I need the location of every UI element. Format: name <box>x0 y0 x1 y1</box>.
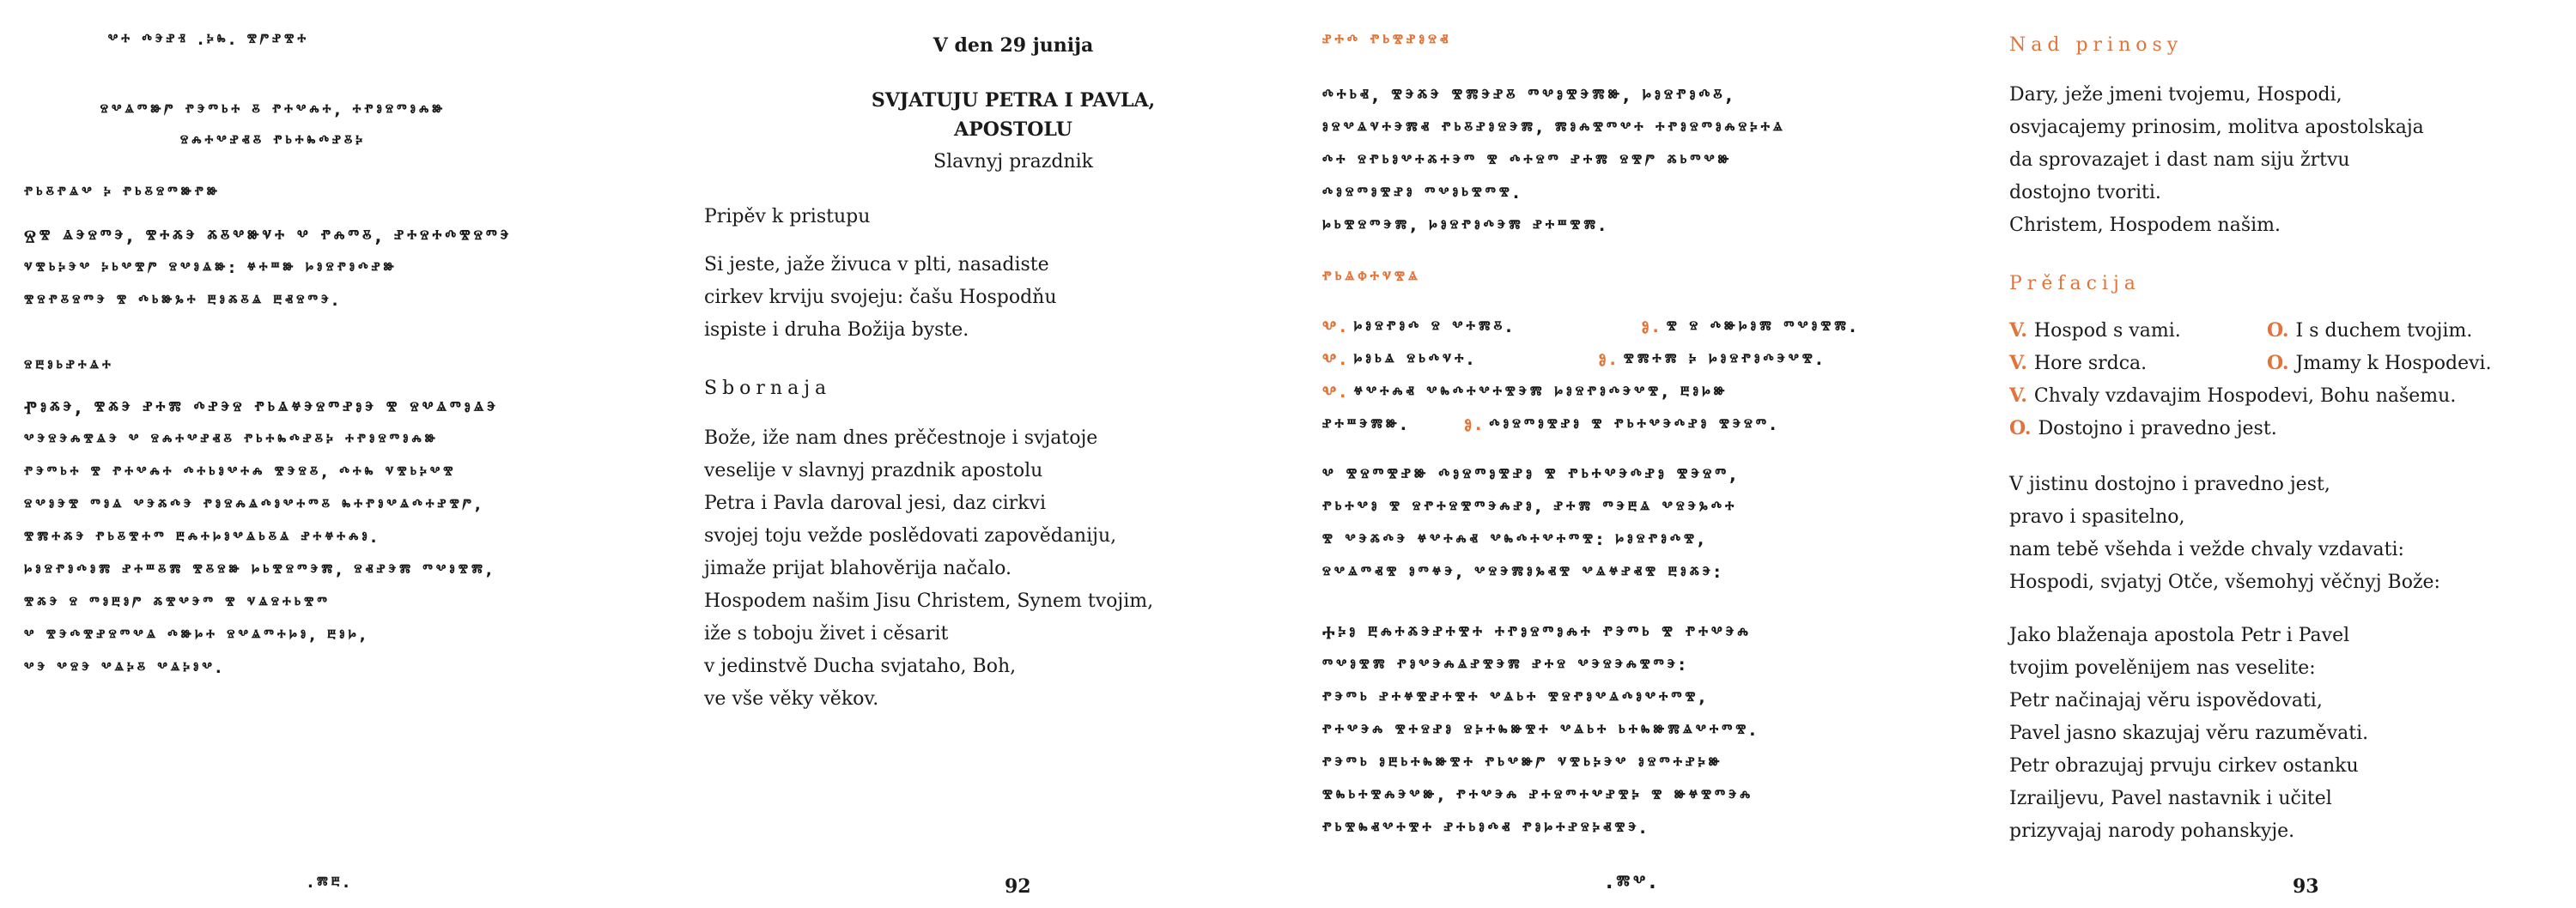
text-line: ⱅⰲⱁⰺⰿ ⱂⱁⰲⰵⰾⱑⱀⰺⰵⰿ ⱀⰰⱄ ⰲⰵⱄⰵⰾⰺⱅⰵ: <box>1322 656 1689 675</box>
versicle-text: Hospod s vami. <box>2033 320 2181 342</box>
text-line: osvjacajemy prinosim, molitva apostolskaja <box>2009 117 2424 138</box>
text-line: v jedinstvě Ducha svjataho, Boh, <box>704 656 1017 677</box>
dialogue-row <box>2009 352 2147 374</box>
text-line: iže s toboju živet i cěsarit <box>704 623 949 645</box>
response-text: ⰺⰿⰰⰿ ⰽ ⱈⱁⱄⱂⱁⰴⰵⰲⰺ. <box>1623 350 1826 369</box>
versicle-mark: Ⰲ. <box>1322 350 1350 369</box>
section-label-offertory: Nad prinosy <box>2009 34 2184 56</box>
text-line: ⰺⱄⱂⰻⱄⱅⰵ ⰺ ⰴⱃⱆⰳⰰ ⰱⱁⰶⰻⱑ ⰱⱏⱄⱅⰵ. <box>24 292 342 310</box>
text-line: Ⱄⰺ ⱑⰵⱄⱅⰵ, ⰺⰰⰶⰵ ⰶⰻⰲⱆⱌⰰ ⰲ ⱂⰾⱅⰻ, ⱀⰰⱄⰰⰴⰺⱄⱅⰵ <box>24 226 513 246</box>
text-line: nam tebě všehda i vežde chvaly vzdavati: <box>2009 539 2404 560</box>
text-line: ⱌⰺⱃⰽⰵⰲ ⰽⱃⰲⰺⱓ ⱄⰲⱁⱑⱆ: ⱍⰰⱎⱆ ⱈⱁⱄⱂⱁⰴⱀⱆ <box>24 259 398 277</box>
text-line: Petr obrazujaj prvuju cirkev ostanku <box>2009 755 2359 777</box>
text-line: ⱂⰵⱅⱃ ⱁⰱⱃⰰⰸⱆⰺⰰ ⱂⱃⰲⱆⱓ ⱌⰺⱃⰽⰵⰲ ⱁⱄⱅⰰⱀⰽⱆ <box>1322 754 1723 772</box>
feast-heading: ⱄⰲⱑⱅⱆⱓ ⱂⰵⱅⱃⰰ ⰻ ⱂⰰⰲⰾⰰ, ⰰⱂⱁⱄⱅⱁⰾⱆ <box>100 101 447 119</box>
page-number: 92 <box>1005 875 1031 898</box>
text-line: da sprovazajet i dast nam siju žrtvu <box>2009 149 2350 171</box>
feast-subheading: ⱄⰾⰰⰲⱀⱏⰻ ⱂⱃⰰⰸⰴⱀⰻⰽ <box>179 132 367 150</box>
versicle-mark: V. <box>2009 352 2027 374</box>
versicle-mark: V. <box>2009 319 2027 342</box>
text-line: V jistinu dostojno i pravedno jest, <box>2009 474 2330 495</box>
text-line: ⰺ ⰲⰵⰶⰴⰵ ⱍⰲⰰⰾⱏ ⰲⰸⰴⰰⰲⰰⱅⰺ: ⱈⱁⱄⱂⱁⰴⰺ, <box>1322 530 1708 549</box>
page-glagolitic-right <box>1322 0 1915 908</box>
text-line: Ⰰⰽⱁ ⰱⰾⰰⰶⰵⱀⰰⰺⰰ ⰰⱂⱁⱄⱅⱁⰾⰰ ⱂⰵⱅⱃ ⰺ ⱂⰰⰲⰵⰾ <box>1322 622 1752 643</box>
page-number: .ⰿⰱ. <box>307 874 353 892</box>
text-line: cirkev krviju svojeju: čašu Hospodňu <box>704 287 1057 308</box>
communion-text <box>24 220 512 318</box>
response-text: Dostojno i pravedno jest. <box>2038 418 2277 439</box>
versicle-mark: Ⰲ. <box>1322 318 1350 336</box>
text-line: Izrailjevu, Pavel nastavnik i učitel <box>2009 788 2332 809</box>
collect-text <box>704 422 1153 716</box>
section-label-collect: Sbornaja <box>704 378 832 399</box>
dialogue-row <box>2267 319 2472 342</box>
text-line: ⰲ ⰺⰵⰴⰺⱀⱄⱅⰲⱑ ⰴⱆⱈⰰ ⱄⰲⱑⱅⰰⱈⱁ, ⰱⱁⱈ, <box>24 627 369 645</box>
dialogue-row <box>1322 343 1826 376</box>
page-latin-left <box>704 0 1322 908</box>
text-line: ⰺⰶⰵ ⱄ ⱅⱁⰱⱁⱓ ⰶⰺⰲⰵⱅ ⰺ ⱌⱑⱄⰰⱃⰺⱅ <box>24 594 331 612</box>
text-line: ⰲⰵ ⰲⱄⰵ ⰲⱑⰽⰻ ⰲⱑⰽⱁⰲ. <box>24 659 225 677</box>
dialogue-row <box>1322 311 1859 343</box>
text-line: Petr načinajaj věru ispovědovati, <box>2009 690 2323 711</box>
text-line: Hospodem našim Jisu Christem, Synem tvojim, <box>704 590 1154 612</box>
text-line: ⰲ ⰺⱄⱅⰺⱀⱆ ⰴⱁⱄⱅⱁⰺⱀⱁ ⰺ ⱂⱃⰰⰲⰵⰴⱀⱁ ⰺⰵⱄⱅ, <box>1322 464 1740 485</box>
preface-body <box>1322 616 1759 844</box>
offertory-text <box>2009 79 2424 242</box>
page-glagolitic-left <box>24 0 617 908</box>
section-label-collect: ⱄⰱⱁⱃⱀⰰⱑⰰ <box>24 357 114 375</box>
response-text: ⰺ ⱄ ⰴⱆⱈⱁⰿ ⱅⰲⱁⰺⰿ. <box>1666 318 1860 336</box>
text-line: ⱂⰰⰲⰵⰾ ⰺⰰⱄⱀⱁ ⱄⰽⰰⰸⱆⰺⰰ ⰲⱑⱃⰰ ⱃⰰⰸⱆⰿⱑⰲⰰⱅⰺ. <box>1322 721 1759 740</box>
page-number: .ⰿⰲ. <box>1606 872 1660 893</box>
versicle-text: ⱍⰲⰰⰾⱏ ⰲⰸⰴⰰⰲⰰⰺⰵⰿ ⱈⱁⱄⱂⱁⰴⰵⰲⰺ, ⰱⱁⱈⱆ <box>1353 383 1728 402</box>
text-line: ⰺⰿⰰⰶⰵ ⱂⱃⰻⰺⰰⱅ ⰱⰾⰰⱈⱁⰲⱑⱃⰻⱑ ⱀⰰⱍⰰⰾⱁ. <box>24 529 380 547</box>
text-line: prizyvajaj narody pohanskyje. <box>2009 820 2295 842</box>
response-mark: Ⱁ. <box>1641 318 1662 336</box>
feast-rank: Slavnyj prazdnik <box>933 151 1093 173</box>
preface-body <box>2009 620 2368 848</box>
dialogue-row <box>1322 409 1779 441</box>
text-line: ⱂⱃⰺⰸⱏⰲⰰⰺⰰ ⱀⰰⱃⱁⰴⱏ ⱂⱁⱈⰰⱀⱄⰽⱏⰺⰵ. <box>1322 819 1649 838</box>
page-title: V den 29 junija <box>933 34 1094 57</box>
response-text: Jmamy k Hospodevi. <box>2295 353 2492 374</box>
response-mark: Ⱁ. <box>1598 350 1619 369</box>
versicle-text: Chvaly vzdavajim Hospodevi, Bohu našemu. <box>2033 385 2457 407</box>
text-line: ⱁⱄⰲⱑⱌⰰⰵⰿⱏ ⱂⱃⰻⱀⱁⱄⰵⰿ, ⰿⱁⰾⰺⱅⰲⰰ ⰰⱂⱁⱄⱅⱁⰾⱄⰽⰰⱑ <box>1322 118 1786 137</box>
preface-intro <box>1322 458 1740 589</box>
text-line: dostojno tvoriti. <box>2009 182 2161 203</box>
text-line: ispiste i druha Božija byste. <box>704 319 969 341</box>
feast-heading: SVJATUJU PETRA I PAVLA, <box>871 89 1156 112</box>
text-line: Bože, iže nam dnes prěčestnoje i svjatoje <box>704 427 1098 449</box>
text-line: svojej toju vežde poslědovati zapovědaniju, <box>704 525 1117 547</box>
text-line: ⱂⰵⱅⱃⰰ ⰺ ⱂⰰⰲⰾⰰ ⰴⰰⱃⱁⰲⰰⰾ ⰺⰵⱄⰻ, ⰴⰰⰸ ⱌⰺⱃⰽⰲⰺ <box>24 463 457 481</box>
dialogue-row <box>2267 352 2492 374</box>
versicle-mark: Ⰲ. <box>1322 383 1350 402</box>
dialogue-row <box>2009 384 2456 407</box>
text-line: ⰴⱁⱄⱅⱁⰺⱀⱁ ⱅⰲⱁⱃⰺⱅⰺ. <box>1322 184 1523 203</box>
versicle-text: ⱀⰰⱎⰵⰿⱆ. <box>1322 415 1410 434</box>
text-line: ⱄⰲⱑⱅⱏⰺ ⱁⱅⱍⰵ, ⰲⱄⰵⰿⱁⰳⱏⰺ ⰲⱑⱍⱀⱏⰺ ⰱⱁⰶⰵ: <box>1322 563 1724 582</box>
text-line: ⱄⰲⱁⰵⰺ ⱅⱁⱑ ⰲⰵⰶⰴⰵ ⱂⱁⱄⰾⱑⰴⱁⰲⰰⱅⰻ ⰸⰰⱂⱁⰲⱑⰴⰰⱀⰺⱓ, <box>24 496 484 514</box>
text-line: ⰺⰸⱃⰰⰺⰾⰵⰲⱆ, ⱂⰰⰲⰵⰾ ⱀⰰⱄⱅⰰⰲⱀⰺⰽ ⰺ ⱆⱍⰺⱅⰵⰾ <box>1322 786 1754 805</box>
text-line: Dary, ježe jmeni tvojemu, Hospodi, <box>2009 84 2342 106</box>
text-line: tvojim povelěnijem nas veselite: <box>2009 657 2316 679</box>
text-line: Ⱂⱁⰶⰵ, ⰺⰶⰵ ⱀⰰⰿ ⰴⱀⰵⱄ ⱂⱃⱑⱍⰵⱄⱅⱀⱁⰵ ⰺ ⱄⰲⱑⱅⱁⱑⰵ <box>24 397 499 418</box>
text-line: Pavel jasno skazujaj věru razuměvati. <box>2009 723 2369 744</box>
text-line: ve vše věky věkov. <box>704 688 879 710</box>
text-line: ⰴⰰⱃⱏ, ⰺⰵⰶⰵ ⰺⰿⰵⱀⰻ ⱅⰲⱁⰺⰵⰿⱆ, ⱈⱁⱄⱂⱁⰴⰻ, <box>1322 85 1736 106</box>
page-latin-right <box>2009 0 2567 908</box>
offertory-text <box>1322 79 1786 242</box>
text-line: pravo i spasitelno, <box>2009 506 2185 528</box>
section-label-preface: Prěfacija <box>2009 273 2141 294</box>
versicle-text: Hore srdca. <box>2033 353 2148 374</box>
text-line: Christem, Hospodem našim. <box>2009 215 2281 236</box>
text-line: Jako blaženaja apostola Petr i Pavel <box>2009 625 2350 646</box>
section-label-communion: ⱂⱃⰻⱂⱑⰲ ⰽ ⱂⱃⰻⱄⱅⱆⱂⱆ <box>24 184 221 202</box>
response-mark: O. <box>2267 352 2289 374</box>
communion-text <box>704 249 1057 347</box>
page-title: ⰲⰰ ⰴⰵⱀⱐ .ⰽⰸ. ⰺⱓⱀⰺⰰ <box>107 31 310 49</box>
response-mark: O. <box>2267 319 2289 342</box>
text-line: ⱈⱁⱄⱂⱁⰴⱁⰿ ⱀⰰⱎⰻⰿ ⰺⰻⱄⱆ ⱈⱃⰺⱄⱅⰵⰿ, ⱄⱏⱀⰵⰿ ⱅⰲⱁⰺⰿ, <box>24 561 495 579</box>
feast-subheading: APOSTOLU <box>954 118 1072 141</box>
dialogue-row <box>2009 417 2277 439</box>
response-text: I s duchem tvojim. <box>2295 320 2473 342</box>
section-label-communion: Pripěv k pristupu <box>704 206 871 227</box>
text-line: Hospodi, svjatyj Otče, všemohyj věčnyj Bože: <box>2009 572 2440 593</box>
versicle-text: ⱈⱁⱄⱂⱁⰴ ⱄ ⰲⰰⰿⰻ. <box>1353 318 1516 336</box>
text-line: ⱂⰵⱅⱃ ⱀⰰⱍⰺⱀⰰⰺⰰ ⰲⱑⱃⰰ ⰺⱄⱂⱁⰲⱑⰴⱁⰲⰰⱅⰺ, <box>1322 688 1709 707</box>
text-line: ⱈⱃⰺⱄⱅⰵⰿ, ⱈⱁⱄⱂⱁⰴⰵⰿ ⱀⰰⱎⰺⰿ. <box>1322 216 1609 235</box>
section-label-offertory: ⱀⰰⰴ ⱂⱃⰺⱀⱁⱄⱏ <box>1322 31 1452 50</box>
text-line: Petra i Pavla daroval jesi, daz cirkvi <box>704 493 1046 514</box>
text-line: veselije v slavnyj prazdnik apostolu <box>704 460 1043 481</box>
text-line: ⰲⰵⱄⰵⰾⰺⱑⰵ ⰲ ⱄⰾⰰⰲⱀⱏⰻ ⱂⱃⰰⰸⰴⱀⰻⰽ ⰰⱂⱁⱄⱅⱁⰾⱆ <box>24 431 439 449</box>
dialogue-row <box>1322 376 1728 409</box>
text-line: jimaže prijat blahověrija načalo. <box>704 558 1012 579</box>
page-number: 93 <box>2293 875 2319 898</box>
versicle-text: ⱈⱁⱃⱑ ⱄⱃⰴⱌⰰ. <box>1353 350 1477 369</box>
preface-intro <box>2009 469 2440 599</box>
response-mark: Ⱁ. <box>1464 415 1485 434</box>
text-line: ⰴⰰ ⱄⱂⱃⱁⰲⰰⰶⰰⰵⱅ ⰺ ⰴⰰⱄⱅ ⱀⰰⰿ ⱄⰺⱓ ⰶⱃⱅⰲⱆ <box>1322 151 1733 170</box>
text-line: Si jeste, jaže živuca v plti, nasadiste <box>704 254 1049 275</box>
text-line: ⱂⱃⰰⰲⱁ ⰺ ⱄⱂⰰⱄⰺⱅⰵⰾⱀⱁ, ⱀⰰⰿ ⱅⰵⰱⱑ ⰲⱄⰵⰳⰴⰰ <box>1322 498 1738 517</box>
response-text: ⰴⱁⱄⱅⱁⰺⱀⱁ ⰺ ⱂⱃⰰⰲⰵⰴⱀⱁ ⰺⰵⱄⱅ. <box>1489 415 1780 434</box>
section-label-preface: ⱂⱃⱑⱇⰰⱌⰺⱑ <box>1322 268 1421 287</box>
dialogue-row <box>2009 319 2181 342</box>
versicle-mark: V. <box>2009 384 2027 407</box>
response-mark: O. <box>2009 417 2032 439</box>
collect-text <box>24 391 499 685</box>
